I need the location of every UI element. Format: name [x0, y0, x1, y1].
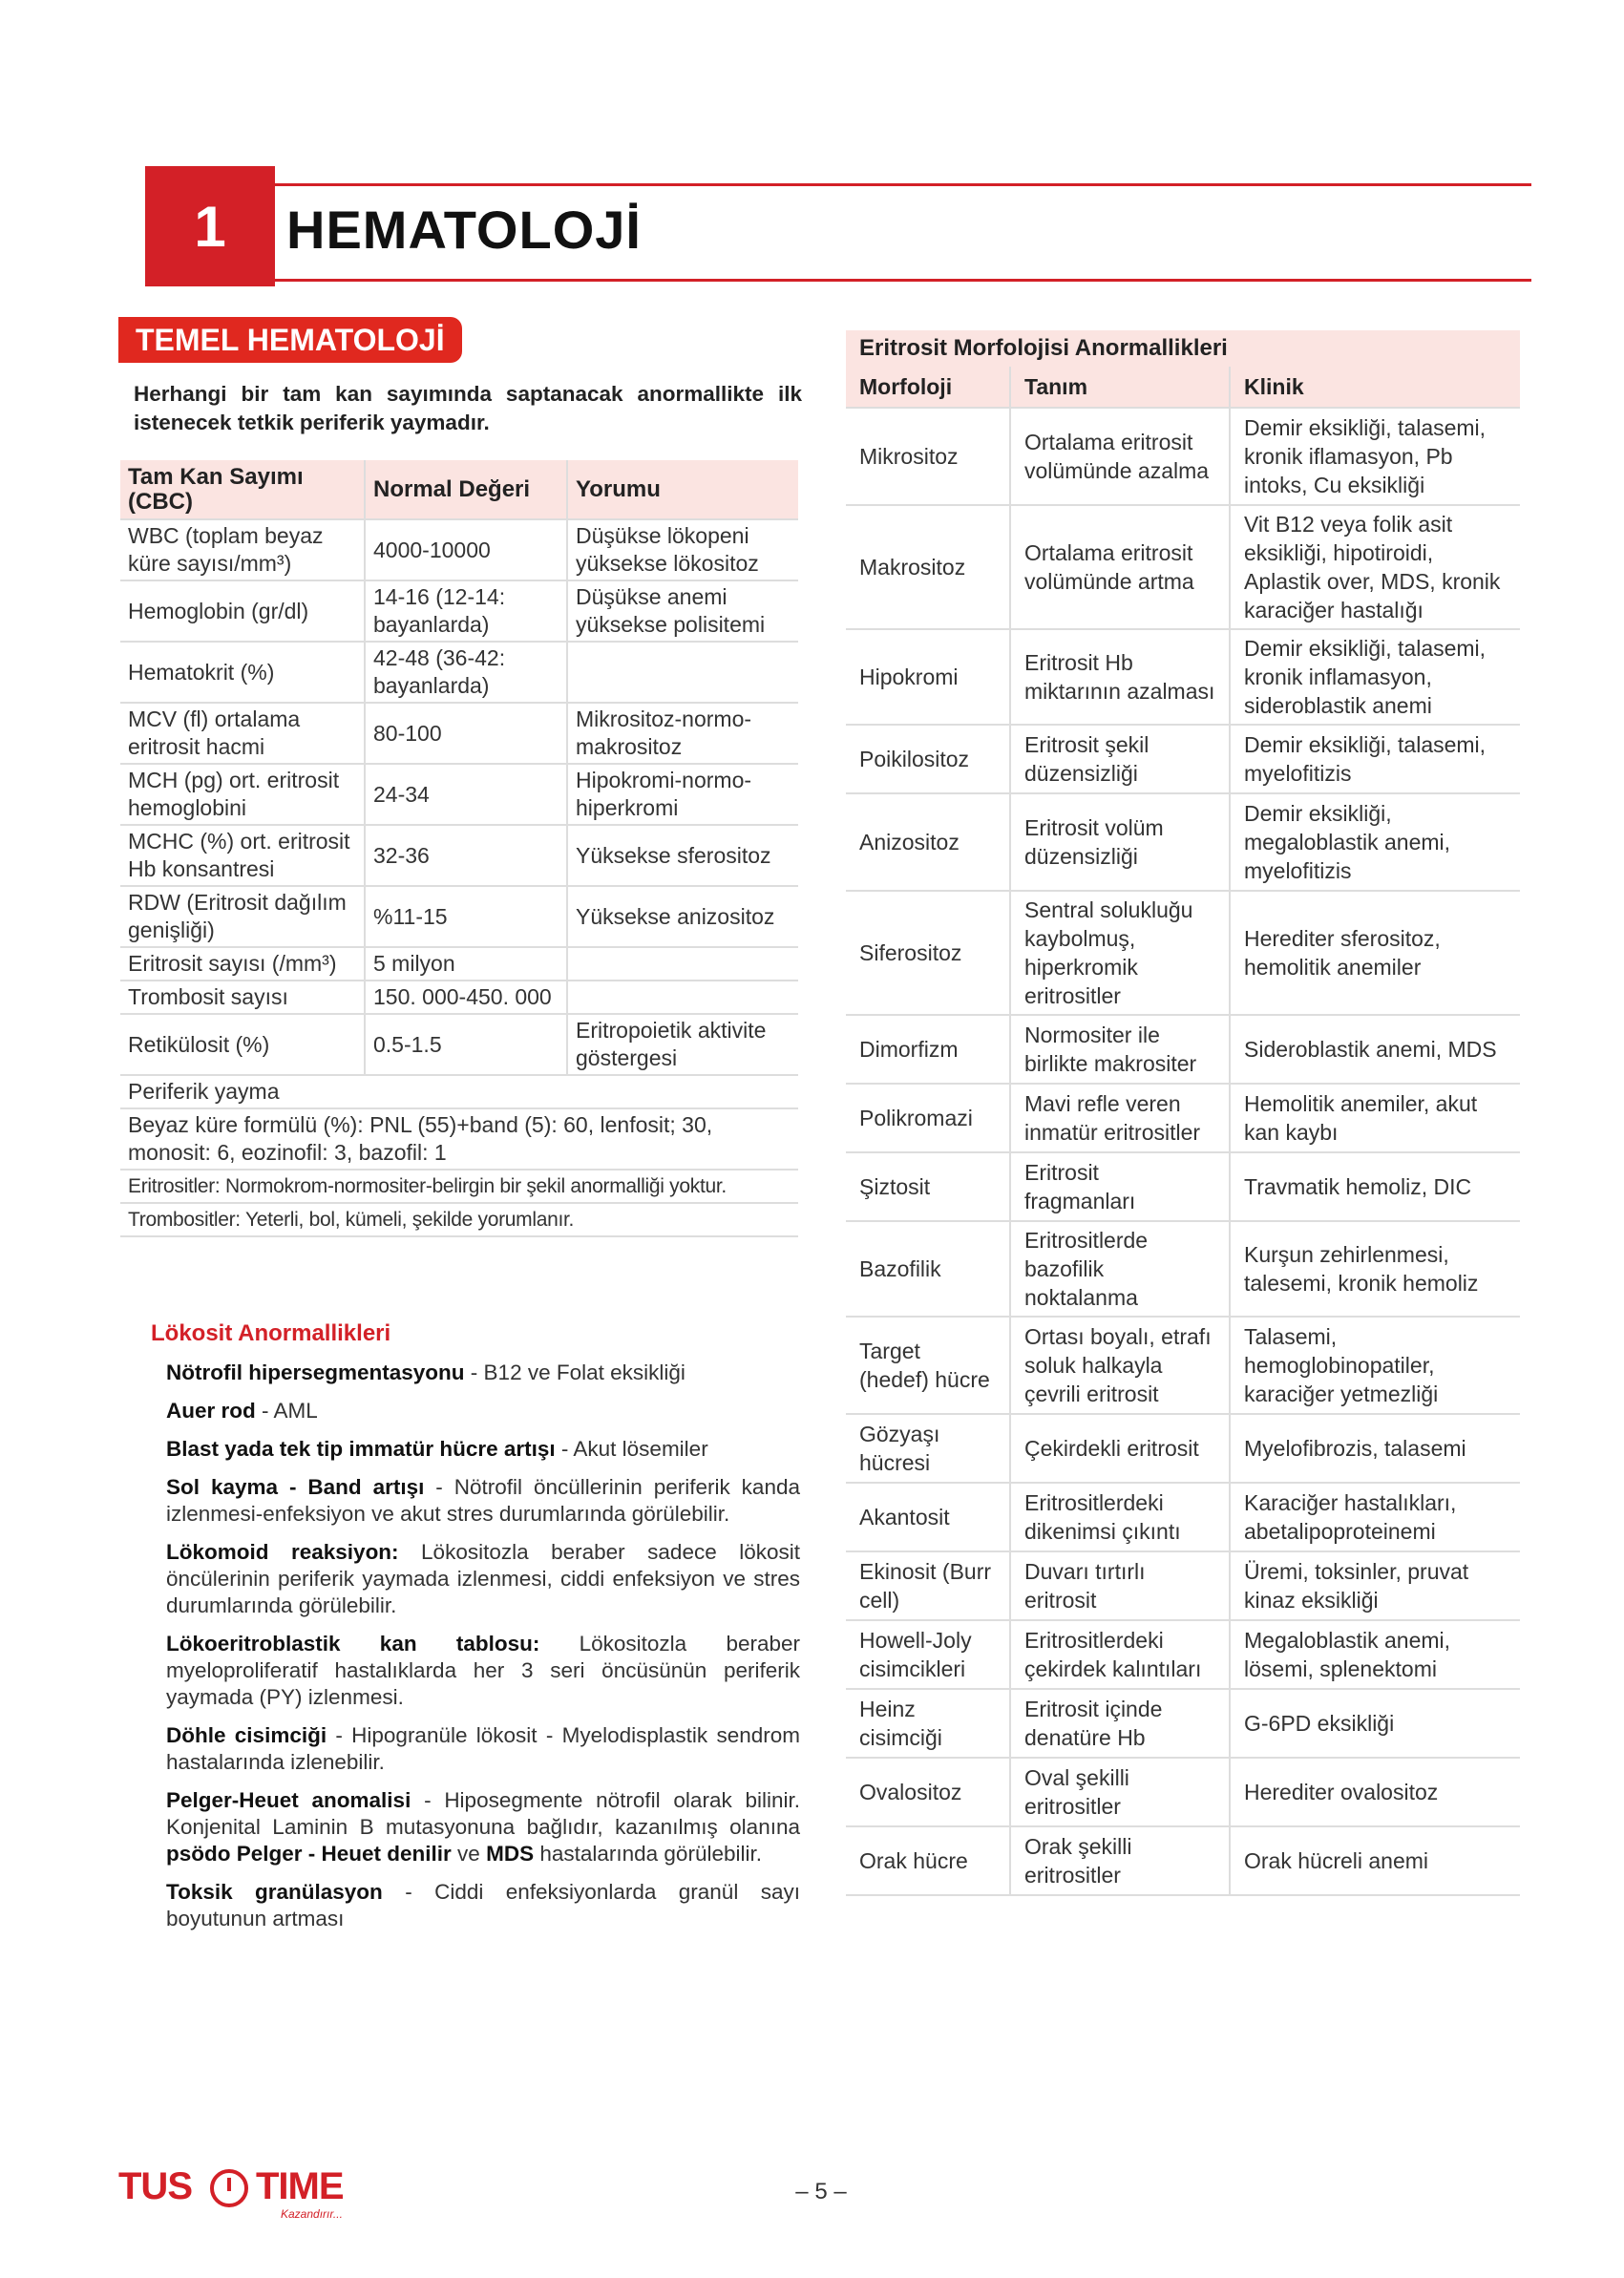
table-row	[120, 580, 798, 642]
ery-header-clinic: Klinik	[1230, 367, 1520, 408]
cbc-note: Trombositler: Yeterli, bol, kümeli, şekilde yorumlanır.	[120, 1203, 798, 1236]
table-row	[846, 1152, 1520, 1221]
cbc-cell-comment: Yüksekse anizositoz	[567, 886, 798, 947]
list-item	[166, 1360, 800, 1386]
cbc-table	[120, 460, 798, 1237]
leuk-desc: - B12 ve Folat eksikliği	[464, 1360, 685, 1384]
cbc-cell-normal: 32-36	[365, 825, 567, 886]
table-row	[120, 703, 798, 764]
ery-cell-morphology: Target (hedef) hücre	[846, 1317, 1010, 1414]
cbc-cell-normal: 0.5-1.5	[365, 1014, 567, 1075]
leuk-term: Döhle cisimciği	[166, 1723, 327, 1747]
ery-cell-clinic: Orak hücreli anemi	[1230, 1826, 1520, 1895]
chapter-title: HEMATOLOJİ	[286, 200, 642, 260]
ery-cell-clinic: Kurşun zehirlenmesi, talesemi, kronik hemoliz	[1230, 1221, 1520, 1317]
ery-cell-definition: Çekirdekli eritrosit	[1010, 1414, 1230, 1483]
chapter-number: 1	[145, 166, 275, 286]
cbc-header-test: Tam Kan Sayımı (CBC)	[120, 460, 365, 519]
cbc-cell-comment: Hipokromi-normo-hiperkromi	[567, 764, 798, 825]
table-row	[120, 981, 798, 1014]
ery-cell-morphology: Dimorfizm	[846, 1015, 1010, 1084]
ery-cell-morphology: Ovalositoz	[846, 1758, 1010, 1826]
table-row	[846, 629, 1520, 725]
cbc-note: Eritrositler: Normokrom-normositer-belirgin bir şekil anormalliği yoktur.	[120, 1170, 798, 1203]
cbc-cell-comment	[567, 947, 798, 981]
table-row	[120, 764, 798, 825]
ery-cell-morphology: Hipokromi	[846, 629, 1010, 725]
ery-cell-morphology: Mikrositoz	[846, 408, 1010, 505]
ery-cell-clinic: Karaciğer hastalıkları, abetalipoproteinemi	[1230, 1483, 1520, 1551]
cbc-note: Beyaz küre formülü (%): PNL (55)+band (5): 60, lenfosit; 30, monosit: 6, eozinofil: 3, bazofil: 1	[120, 1108, 798, 1170]
table-row	[846, 1084, 1520, 1152]
ery-cell-definition: Eritrosit Hb miktarının azalması	[1010, 629, 1230, 725]
table-row	[120, 519, 798, 580]
ery-cell-morphology: Bazofilik	[846, 1221, 1010, 1317]
ery-cell-morphology: Anizositoz	[846, 793, 1010, 891]
cbc-cell-comment	[567, 981, 798, 1014]
header-bottom-rule	[145, 279, 1531, 282]
table-note-row	[120, 1203, 798, 1236]
cbc-header-normal: Normal Değeri	[365, 460, 567, 519]
erythrocyte-table	[846, 367, 1520, 1896]
cbc-cell-test: Hemoglobin (gr/dl)	[120, 580, 365, 642]
header-top-rule	[145, 183, 1531, 186]
ery-cell-clinic: Hemolitik anemiler, akut kan kaybı	[1230, 1084, 1520, 1152]
table-row	[846, 1483, 1520, 1551]
ery-cell-definition: Eritrosit içinde denatüre Hb	[1010, 1689, 1230, 1758]
ery-cell-definition: Ortalama eritrosit volümünde azalma	[1010, 408, 1230, 505]
ery-cell-definition: Eritrosit fragmanları	[1010, 1152, 1230, 1221]
ery-cell-definition: Eritrosit şekil düzensizliği	[1010, 725, 1230, 793]
ery-cell-definition: Eritrositlerdeki çekirdek kalıntıları	[1010, 1620, 1230, 1689]
ery-cell-definition: Mavi refle veren inmatür eritrositler	[1010, 1084, 1230, 1152]
leuk-desc-end: hastalarında görülebilir.	[534, 1842, 762, 1866]
ery-cell-definition: Eritrosit volüm düzensizliği	[1010, 793, 1230, 891]
ery-cell-morphology: Polikromazi	[846, 1084, 1010, 1152]
cbc-cell-normal: 150. 000-450. 000	[365, 981, 567, 1014]
table-row	[846, 1551, 1520, 1620]
list-item	[166, 1436, 800, 1463]
leuk-desc: - Nötrofil öncüllerinin periferik kanda izlenmesi-enfeksiyon ve akut stres durumlarında görülebilir.	[166, 1475, 800, 1526]
cbc-cell-comment: Yüksekse sferositoz	[567, 825, 798, 886]
leuk-desc: Lökositozla beraber sadece lökosit öncülerinin periferik yaymada izlenmesi, ciddi enfeksiyon ve stres durumlarında görülebilir.	[166, 1540, 800, 1617]
cbc-cell-test: MCHC (%) ort. eritrosit Hb konsantresi	[120, 825, 365, 886]
list-item	[166, 1879, 800, 1932]
table-note-row	[120, 1108, 798, 1170]
cbc-cell-comment	[567, 642, 798, 703]
ery-cell-clinic: Demir eksikliği, talasemi, myelofitizis	[1230, 725, 1520, 793]
clock-icon	[210, 2169, 248, 2207]
leuk-desc: - Ciddi enfeksiyonlarda granül sayı boyutunun artması	[166, 1880, 800, 1930]
cbc-cell-comment: Eritropoietik aktivite göstergesi	[567, 1014, 798, 1075]
ery-cell-definition: Duvarı tırtırlı eritrosit	[1010, 1551, 1230, 1620]
ery-cell-clinic: Demir eksikliği, talasemi, kronik inflamasyon, sideroblastik anemi	[1230, 629, 1520, 725]
table-row	[846, 1317, 1520, 1414]
cbc-cell-test: MCH (pg) ort. eritrosit hemoglobini	[120, 764, 365, 825]
table-row	[120, 886, 798, 947]
cbc-note: Periferik yayma	[120, 1075, 798, 1108]
ery-cell-definition: Normositer ile birlikte makrositer	[1010, 1015, 1230, 1084]
table-row	[120, 947, 798, 981]
page-number: – 5 –	[795, 2179, 847, 2204]
ery-cell-clinic: Vit B12 veya folik asit eksikliği, hipotiroidi, Aplastik over, MDS, kronik karaciğer hastalığı	[1230, 505, 1520, 629]
table-note-row	[120, 1170, 798, 1203]
ery-cell-morphology: Howell-Joly cisimcikleri	[846, 1620, 1010, 1689]
table-row	[120, 642, 798, 703]
ery-cell-morphology: Şiztosit	[846, 1152, 1010, 1221]
table-row	[846, 1414, 1520, 1483]
logo-time-text: TIME	[256, 2165, 344, 2207]
cbc-cell-normal: 14-16 (12-14: bayanlarda)	[365, 580, 567, 642]
ery-cell-definition: Eritrositlerde bazofilik noktalanma	[1010, 1221, 1230, 1317]
table-row	[846, 725, 1520, 793]
ery-cell-clinic: Herediter sferositoz, hemolitik anemiler	[1230, 891, 1520, 1015]
cbc-cell-comment: Düşükse anemi yüksekse polisitemi	[567, 580, 798, 642]
table-note-row	[120, 1075, 798, 1108]
ery-cell-clinic: Üremi, toksinler, pruvat kinaz eksikliği	[1230, 1551, 1520, 1620]
cbc-cell-test: Retikülosit (%)	[120, 1014, 365, 1075]
leuk-term: Toksik granülasyon	[166, 1880, 383, 1904]
leuk-desc-connector: ve	[451, 1842, 487, 1866]
ery-cell-clinic: Sideroblastik anemi, MDS	[1230, 1015, 1520, 1084]
ery-cell-morphology: Siferositoz	[846, 891, 1010, 1015]
cbc-header-row	[120, 460, 798, 519]
cbc-cell-test: Trombosit sayısı	[120, 981, 365, 1014]
table-row	[846, 1221, 1520, 1317]
table-row	[120, 825, 798, 886]
table-row	[120, 1014, 798, 1075]
ery-cell-definition: Orak şekilli eritrositler	[1010, 1826, 1230, 1895]
table-row	[846, 891, 1520, 1015]
leukocyte-title: Lökosit Anormallikleri	[151, 1320, 391, 1346]
ery-header-morphology: Morfoloji	[846, 367, 1010, 408]
table-row	[846, 1689, 1520, 1758]
ery-cell-clinic: Travmatik hemoliz, DIC	[1230, 1152, 1520, 1221]
ery-header-row	[846, 367, 1520, 408]
ery-cell-definition: Oval şekilli eritrositler	[1010, 1758, 1230, 1826]
cbc-cell-test: WBC (toplam beyaz küre sayısı/mm³)	[120, 519, 365, 580]
leuk-desc: Lökositozla beraber myeloproliferatif hastalıklarda her 3 seri öncüsünün periferik yaymada (PY) izlenmesi.	[166, 1632, 800, 1709]
table-row	[846, 1620, 1520, 1689]
table-row	[846, 1758, 1520, 1826]
logo-slogan: Kazandırır...	[281, 2207, 343, 2221]
table-row	[846, 1826, 1520, 1895]
list-item	[166, 1631, 800, 1711]
logo-tus-text: TUS	[118, 2165, 192, 2207]
cbc-cell-comment: Mikrositoz-normo-makrositoz	[567, 703, 798, 764]
leuk-term: Lökoeritroblastik kan tablosu:	[166, 1632, 540, 1656]
table-row	[846, 505, 1520, 629]
ery-cell-morphology: Poikilositoz	[846, 725, 1010, 793]
leuk-desc: - Hiposegmente nötrofil olarak bilinir. Konjenital Laminin B mutasyonuna bağlıdır, kazanılmış olanına	[166, 1788, 800, 1839]
cbc-cell-normal: 80-100	[365, 703, 567, 764]
ery-cell-definition: Eritrositlerdeki dikenimsi çıkıntı	[1010, 1483, 1230, 1551]
ery-cell-morphology: Orak hücre	[846, 1826, 1010, 1895]
ery-cell-morphology: Gözyaşı hücresi	[846, 1414, 1010, 1483]
leukocyte-list	[166, 1360, 800, 1944]
ery-cell-definition: Ortası boyalı, etrafı soluk halkayla çevrili eritrosit	[1010, 1317, 1230, 1414]
leuk-desc: - Hipogranüle lökosit - Myelodisplastik sendrom hastalarında izlenebilir.	[166, 1723, 800, 1774]
ery-header-definition: Tanım	[1010, 367, 1230, 408]
list-item	[166, 1722, 800, 1776]
leuk-term: Lökomoid reaksiyon:	[166, 1540, 399, 1564]
ery-cell-morphology: Ekinosit (Burr cell)	[846, 1551, 1010, 1620]
ery-cell-definition: Ortalama eritrosit volümünde artma	[1010, 505, 1230, 629]
section-title: TEMEL HEMATOLOJİ	[118, 317, 462, 363]
cbc-cell-normal: %11-15	[365, 886, 567, 947]
ery-cell-clinic: G-6PD eksikliği	[1230, 1689, 1520, 1758]
list-item	[166, 1474, 800, 1528]
leuk-term: Nötrofil hipersegmentasyonu	[166, 1360, 465, 1384]
cbc-header-comment: Yorumu	[567, 460, 798, 519]
list-item	[166, 1787, 800, 1867]
intro-text: Herhangi bir tam kan sayımında saptanacak anormallikte ilk istenecek tetkik periferik yaymadır.	[134, 382, 802, 434]
leuk-term: Auer rod	[166, 1399, 256, 1423]
cbc-cell-test: Hematokrit (%)	[120, 642, 365, 703]
ery-cell-clinic: Megaloblastik anemi, lösemi, splenektomi	[1230, 1620, 1520, 1689]
table-row	[846, 1015, 1520, 1084]
ery-cell-clinic: Myelofibrozis, talasemi	[1230, 1414, 1520, 1483]
cbc-cell-normal: 42-48 (36-42: bayanlarda)	[365, 642, 567, 703]
cbc-cell-normal: 24-34	[365, 764, 567, 825]
ery-cell-clinic: Demir eksikliği, megaloblastik anemi, myelofitizis	[1230, 793, 1520, 891]
leuk-term-mds: MDS	[486, 1842, 535, 1866]
leuk-term: Sol kayma - Band artışı	[166, 1475, 425, 1499]
ery-cell-clinic: Demir eksikliği, talasemi, kronik iflamasyon, Pb intoks, Cu eksikliği	[1230, 408, 1520, 505]
cbc-cell-test: RDW (Eritrosit dağılım genişliği)	[120, 886, 365, 947]
ery-cell-morphology: Makrositoz	[846, 505, 1010, 629]
leuk-term: Pelger-Heuet anomalisi	[166, 1788, 411, 1812]
table-row	[846, 408, 1520, 505]
ery-cell-morphology: Akantosit	[846, 1483, 1010, 1551]
leuk-term: Blast yada tek tip immatür hücre artışı	[166, 1437, 556, 1461]
list-item	[166, 1539, 800, 1619]
ery-cell-clinic: Herediter ovalositoz	[1230, 1758, 1520, 1826]
leuk-desc: - AML	[255, 1399, 318, 1423]
erythrocyte-table-title: Eritrosit Morfolojisi Anormallikleri	[846, 330, 1520, 367]
leuk-term-psodo: psödo Pelger - Heuet denilir	[166, 1842, 452, 1866]
table-row	[846, 793, 1520, 891]
ery-cell-clinic: Talasemi, hemoglobinopatiler, karaciğer yetmezliği	[1230, 1317, 1520, 1414]
ery-cell-definition: Sentral solukluğu kaybolmuş, hiperkromik eritrositler	[1010, 891, 1230, 1015]
leuk-desc: - Akut lösemiler	[555, 1437, 708, 1461]
cbc-cell-test: Eritrosit sayısı (/mm³)	[120, 947, 365, 981]
cbc-cell-test: MCV (fl) ortalama eritrosit hacmi	[120, 703, 365, 764]
ery-cell-morphology: Heinz cisimciği	[846, 1689, 1010, 1758]
tustime-logo	[118, 2165, 348, 2223]
cbc-cell-normal: 4000-10000	[365, 519, 567, 580]
list-item	[166, 1398, 800, 1424]
cbc-cell-comment: Düşükse lökopeni yüksekse lökositoz	[567, 519, 798, 580]
cbc-cell-normal: 5 milyon	[365, 947, 567, 981]
